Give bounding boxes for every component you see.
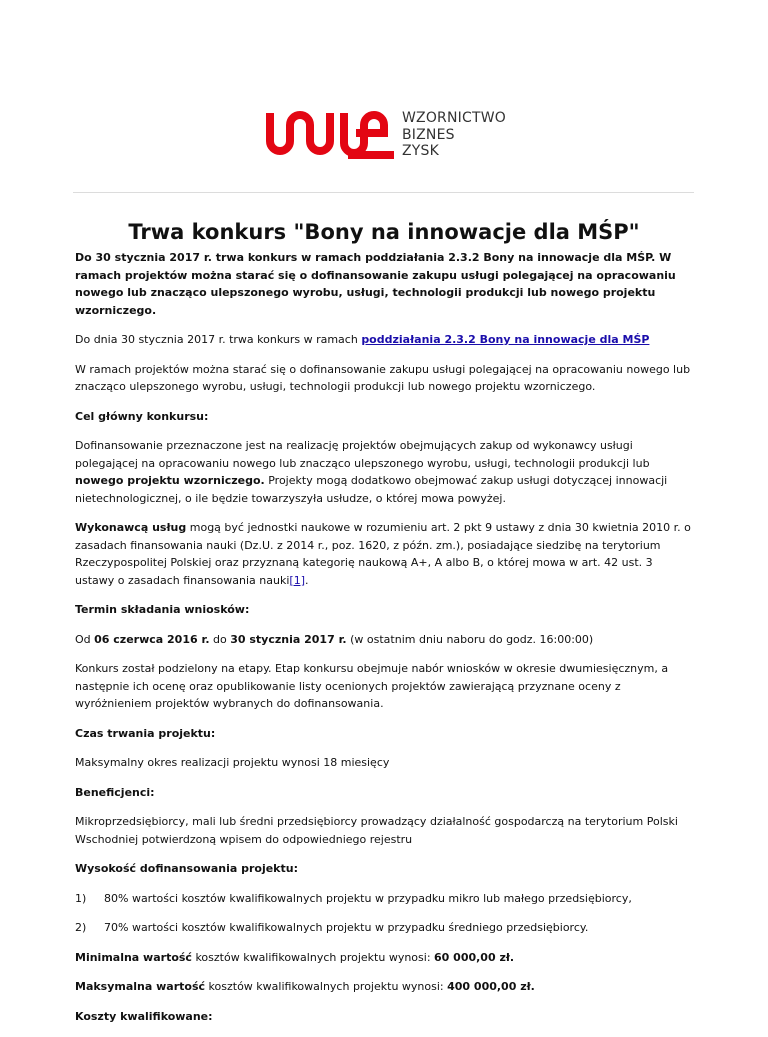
lead-paragraph: Do 30 stycznia 2017 r. trwa konkurs w ramach poddziałania 2.3.2 Bony na innowacje dla MŚP. W ramach projektów można starać się o dofinansowanie zakupu usługi polegającej na opracowaniu nowego lub znacząco ulepszonego wyrobu, usługi, technologii produkcji lub nowego projektu wzorniczego. [75,251,676,317]
list-item [75,919,695,937]
goal-text-a: Dofinansowanie przeznaczone jest na realizację projektów obejmujących zakup od wykonawcy usługi polegającej na opracowaniu nowego lub znacząco ulepszonego wyrobu, usługi, technologii produkcji lub [75,439,650,470]
beneficiaries-heading [75,784,695,802]
funding-heading-colon: : [293,862,298,875]
logo [266,103,506,161]
duration-heading [75,725,695,743]
list-item [75,890,695,908]
wbz-logo-mark-icon [266,103,398,161]
intro-paragraph [75,331,695,349]
page-title: Trwa konkurs "Bony na innowacje dla MŚP" [128,220,640,244]
min-value-paragraph [75,949,695,967]
funding-heading-text: Wysokość dofinansowania projektu [75,862,294,875]
footnote-link[interactable]: [1] [289,573,305,587]
duration-heading-text: Czas trwania projektu: [75,726,216,740]
deadline-mid: do [213,632,227,646]
goal-heading [75,408,695,426]
max-value: 400 000,00 zł. [447,980,535,993]
contractor-text: mogą być jednostki naukowe w rozumieniu art. 2 pkt 9 ustawy z dnia 30 kwietnia 2010 r. o zasadach finansowania nauki (Dz.U. z 2014 r., poz. 1620, z późn. zm.), posiadające siedzibę na terytorium Rzeczypospolitej Polskiej oraz przyznaną kategorię naukową A+, A albo B, o której mowa w art. 42 ust. 3 ustawy o zasadach finansowania nauki [75,521,691,587]
logo-line-1: WZORNICTWO [402,110,506,126]
goal-heading-text: Cel główny konkursu: [75,409,209,423]
contractor-paragraph [75,519,695,589]
list-item-text: 70% wartości kosztów kwalifikowalnych projektu w przypadku średniego przedsiębiorcy. [104,921,589,934]
logo-line-3: ZYSK [402,143,440,159]
stages-paragraph: Konkurs został podzielony na etapy. Etap konkursu obejmuje nabór wniosków w okresie dwumiesięcznym, a następnie ich ocenę oraz opublikowanie listy ocenionych projektów zawierającą przyznane oceny z wyróżnieniem projektów wybranych do dofinansowania. [75,662,669,710]
min-value: 60 000,00 zł. [434,950,515,964]
deadline-heading-text: Termin składania wniosków: [75,603,250,616]
deadline-pre: Od [75,632,91,646]
program-link[interactable]: poddziałania 2.3.2 Bony na innowacje dla MŚP [361,333,650,346]
list-item-number: 1) [75,891,87,905]
duration-paragraph: Maksymalny okres realizacji projektu wynosi 18 miesięcy [75,756,390,769]
header-divider [73,192,694,193]
goal-text-b: Projekty mogą dodatkowo obejmować zakup usługi dotyczącej innowacji nietechnologicznej, o ile będzie towarzyszyła usłudze, o której mowa powyżej. [75,474,668,505]
beneficiaries-heading-text: Beneficjenci: [75,785,155,799]
goal-bold: nowego projektu wzorniczego. [75,474,265,487]
max-text: kosztów kwalifikowalnych projektu wynosi: [208,980,444,993]
goal-paragraph [75,437,695,507]
deadline-heading [75,601,695,619]
beneficiaries-paragraph: Mikroprzedsiębiorcy, mali lub średni przedsiębiorcy prowadzący działalność gospodarczą na terytorium Polski Wschodniej potwierdzoną wpisem do odpowiedniego rejestru [75,815,678,846]
max-value-paragraph [75,978,695,996]
max-label: Maksymalna wartość [75,980,206,993]
funding-heading [75,860,695,878]
intro-paragraph-2: W ramach projektów można starać się o dofinansowanie zakupu usługi polegającej na opracowaniu nowego lub znacząco ulepszonego wyrobu, usługi, technologii produkcji lub nowego projektu wzorniczego. [75,362,691,393]
contractor-end: . [305,573,309,587]
deadline-post: (w ostatnim dniu naboru do godz. 16:00:00) [350,632,594,646]
logo-line-2: BIZNES [402,126,455,143]
list-item-text: 80% wartości kosztów kwalifikowalnych projektu w przypadku mikro lub małego przedsiębiorcy, [104,891,632,905]
contractor-bold: Wykonawcą usług [75,521,187,534]
min-text: kosztów kwalifikowalnych projektu wynosi: [195,950,431,964]
list-item-number: 2) [75,921,87,934]
deadline-paragraph [75,631,695,649]
deadline-date-to: 30 stycznia 2017 r. [230,632,347,646]
article-body [75,249,695,1037]
intro-text: Do dnia 30 stycznia 2017 r. trwa konkurs w ramach [75,333,358,346]
logo-wordmark [402,110,506,160]
costs-heading [75,1008,695,1026]
costs-heading-text: Koszty kwalifikowane: [75,1009,213,1023]
min-label: Minimalna wartość [75,950,192,964]
deadline-date-from: 06 czerwca 2016 r. [94,632,210,646]
